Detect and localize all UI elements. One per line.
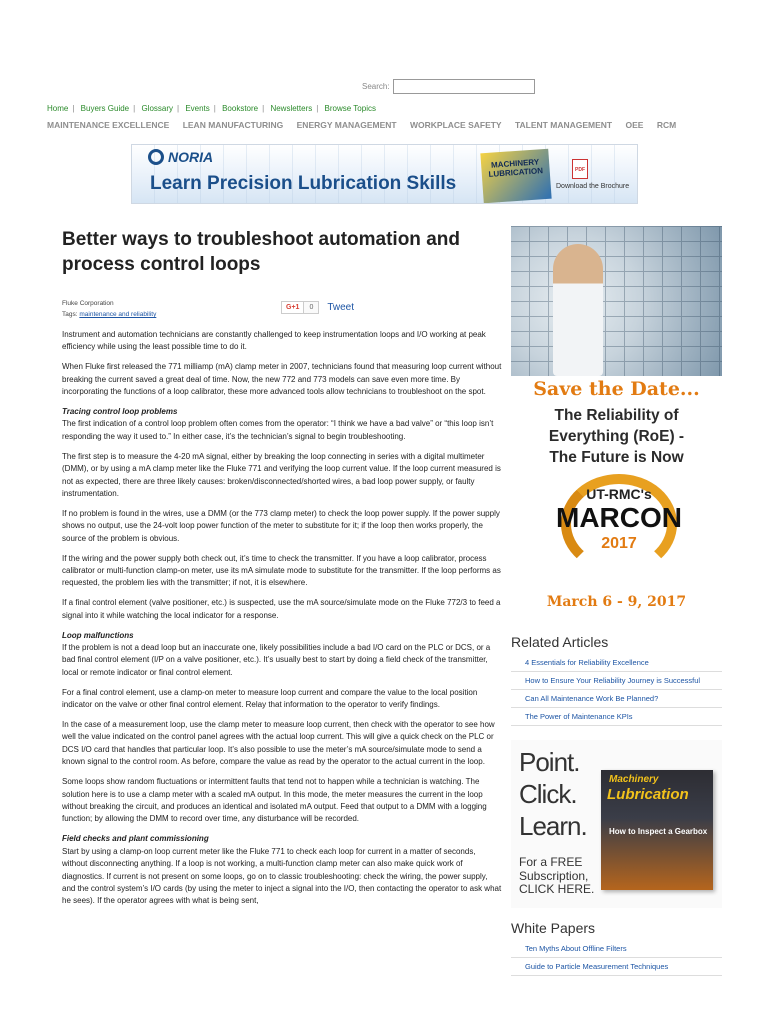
article-paragraph: When Fluke first released the 771 milliamp (mA) clamp meter in 2007, technicians found that measuring loop current without breaking the current saved a great deal of time. Now, the new 772 and 773 models can save even more time. By incorporating the functions of a loop calibrator, these more advanced tools allow technicians to troubleshoot on the spot. [62,362,502,397]
nav-bookstore[interactable]: Bookstore [222,104,259,113]
nav-newsletters[interactable]: Newsletters [270,104,313,113]
article-title: Better ways to troubleshoot automation and process control loops [62,229,460,275]
article-paragraph: Start by using a clamp-on loop current meter like the Fluke 771 to check each loop for current in a matter of seconds, without disconnecting anything. If a loop is not working, a multi-function clamp meter can also make quick work of diagnostics. If current is not present on some loops, go on to classic troubleshooting: check the wiring, the power supply, and the control system’s I/O cards (by using the meter to inject a signal into the I/O, then contacting the operator to ask what he sees). If the operator agrees with what is being sent, [62,846,502,906]
nav-separator: | [213,104,216,113]
tag-link[interactable]: maintenance and reliability [79,311,157,319]
article-paragraph: The first step is to measure the 4-20 mA signal, either by breaking the loop connecting in series with a digital multimeter (DMM), or by using a mA clamp meter like the Fluke 771 and verifying the loop current value. If the loop current measured is not as expected, there are three likely causes: broken/disconnected/shorted wires, a bad loop power supply, or faulty instrumentation. [62,451,501,498]
article-paragraph: Instrument and automation technicians are constantly challenged to keep instrumentation loops and I/O working at peak efficiency while using the least possible time to do it. [62,330,486,352]
roe-line: The Future is Now [549,448,684,466]
category-rcm[interactable]: RCM [656,120,677,130]
click-here-link[interactable]: CLICK HERE. [519,882,595,896]
section-heading: Field checks and plant commissioning [62,834,209,844]
download-brochure-link[interactable]: Download the Brochure [556,183,630,190]
noria-logo [148,149,213,165]
marcon-ad[interactable] [511,226,722,628]
related-article-link[interactable]: Can All Maintenance Work Be Planned? [511,690,722,708]
related-article-link[interactable]: The Power of Maintenance KPIs [511,708,722,726]
marcon-logo [549,474,689,574]
marcon-event: MARCON [556,502,682,533]
top-navigation [47,104,376,113]
article-section [62,630,502,680]
ad-line: Click. [519,779,577,809]
roe-line: Everything (RoE) - [548,427,685,445]
marcon-org: UT-RMC's [586,486,652,502]
free-subscription [519,856,594,897]
marcon-year: 2017 [601,535,637,552]
section-heading: Loop malfunctions [62,630,134,640]
search-bar [362,79,535,94]
google-plus-count: 0 [304,301,319,314]
gear-icon [148,149,164,165]
nav-separator: | [262,104,265,113]
article-paragraph: If no problem is found in the wires, use a DMM (or the 773 clamp meter) to check the loop power supply. If the power supply shows no output, use the 24-volt loop power function of the meter to substitute for it; if the loop then works properly, the source of the problem is obvious. [62,508,500,543]
white-paper-link[interactable]: Guide to Particle Measurement Techniques [511,958,722,976]
nav-buyers-guide[interactable]: Buyers Guide [80,104,130,113]
roe-line: The Reliability of [554,407,679,424]
article-paragraph: The first indication of a control loop problem often comes from the operator: “I think we have a bad valve” or “this loop isn’t responding the way it used to.” In either case, it’s the technician’s signal to begin troubleshooting. [62,419,494,441]
white-papers-list [511,940,722,976]
machinery-lubrication-ad[interactable] [511,740,722,908]
article-section [62,833,502,907]
related-article-link[interactable]: 4 Essentials for Reliability Excellence [511,654,722,672]
article-paragraph: If the problem is not a dead loop but an inaccurate one, likely possibilities include a bad I/O card on the PLC or DCS, or a bad final control element (I/P on a valve positioner, etc.). It’s usually best to start by doing a field check of the transmitter, local or remote indicator or final control element. [62,643,491,677]
marcon-dates: March 6 - 9, 2017 [546,594,687,610]
magazine-top: Machinery [609,774,659,785]
free-line: For a FREE [519,855,583,869]
noria-logo-text: NORIA [168,149,214,165]
nav-home[interactable]: Home [47,104,69,113]
search-label: Search: [362,82,390,91]
banner-magazine-cover: MACHINERY LUBRICATION [480,149,551,204]
article [62,228,502,906]
sidebar [511,226,722,976]
category-navigation [47,120,687,130]
category-lean-manufacturing[interactable]: LEAN MANUFACTURING [182,120,284,130]
ad-line: Point. [519,747,580,777]
banner-headline: Learn Precision Lubrication Skills [150,173,457,194]
google-plus-label: G+1 [281,301,304,314]
save-the-date: Save the Date... [533,378,700,400]
nav-separator: | [72,104,75,113]
magazine-cover [601,770,713,890]
article-body [62,329,502,915]
related-article-link[interactable]: How to Ensure Your Reliability Journey is Successful [511,672,722,690]
white-papers-title: White Papers [511,920,596,936]
tweet-button[interactable]: Tweet [327,302,355,313]
category-oee[interactable]: OEE [625,120,644,130]
category-workplace-safety[interactable]: WORKPLACE SAFETY [409,120,502,130]
nav-glossary[interactable]: Glossary [141,104,173,113]
nav-events[interactable]: Events [185,104,210,113]
article-paragraph: Some loops show random fluctuations or intermittent faults that tend not to happen while a technician is watching. The solution here is to use a clamp meter with a scaled mA output. In this mode, the meter measures the current in the loop without breaking the circuit, and produces an identical and isolated mA output. Feed that output to a DMM with a logging function; by allowing the DMM to record over time, any disturbance will be recorded. [62,777,487,824]
related-articles-title: Related Articles [511,634,609,650]
article-author: Fluke Corporation [62,300,114,307]
ad-photo-person [553,244,603,376]
nav-separator: | [133,104,136,113]
article-paragraph: In the case of a measurement loop, use the clamp meter to measure loop current, then check with the operator to see how well the value indicated on the control panel agrees with the actual loop current. This will give a quick check on the PLC or DCS I/O card that handles that particular loop. It’s also possible to use the meter’s mA source/simulate mode to send a known signal to the control room. As before, compare the value as read by the operator to the actual current in the loop. [62,720,495,767]
ad-point-click-learn [519,746,587,842]
nav-browse-topics[interactable]: Browse Topics [324,104,376,113]
related-articles-list [511,654,722,726]
pdf-icon: PDF [572,159,588,179]
magazine-name: Lubrication [607,786,689,803]
white-paper-link[interactable]: Ten Myths About Offline Filters [511,940,722,958]
article-section [62,406,502,443]
article-paragraph: For a final control element, use a clamp-on meter to measure loop current and compare the value to the local position indicator on the valve or other final control element. Relay that information to the operator to verify findings. [62,687,478,710]
ad-photo-grid [511,226,722,376]
tags-label: Tags: [62,311,78,319]
ad-line: Learn. [519,811,587,841]
nav-separator: | [177,104,180,113]
section-heading: Tracing control loop problems [62,407,178,417]
google-plus-button[interactable] [281,301,319,314]
social-share [281,301,354,314]
roe-tagline [511,406,722,469]
nav-separator: | [316,104,319,113]
category-energy-management[interactable]: ENERGY MANAGEMENT [296,120,397,130]
category-maintenance-excellence[interactable]: MAINTENANCE EXCELLENCE [47,120,170,130]
category-talent-management[interactable]: TALENT MANAGEMENT [514,120,613,130]
article-paragraph: If a final control element (valve positioner, etc.) is suspected, use the mA source/simulate mode on the Fluke 772/3 to feed a signal into it while watching the local indicator for a response. [62,598,501,620]
noria-banner-ad[interactable] [131,144,638,204]
search-input[interactable] [393,79,535,94]
magazine-story: How to Inspect a Gearbox [609,827,708,836]
free-line: Subscription, [519,868,589,883]
ad-photo [511,226,722,376]
article-paragraph: If the wiring and the power supply both check out, it’s time to check the transmitter. If you have a loop calibrator, process calibrator or multi-function clamp-on meter, use its mA simulate mode to substitute for the transmitter. If the loop performs as requested, the problem lies with the transmitter; if not, it is elsewhere. [62,553,501,588]
